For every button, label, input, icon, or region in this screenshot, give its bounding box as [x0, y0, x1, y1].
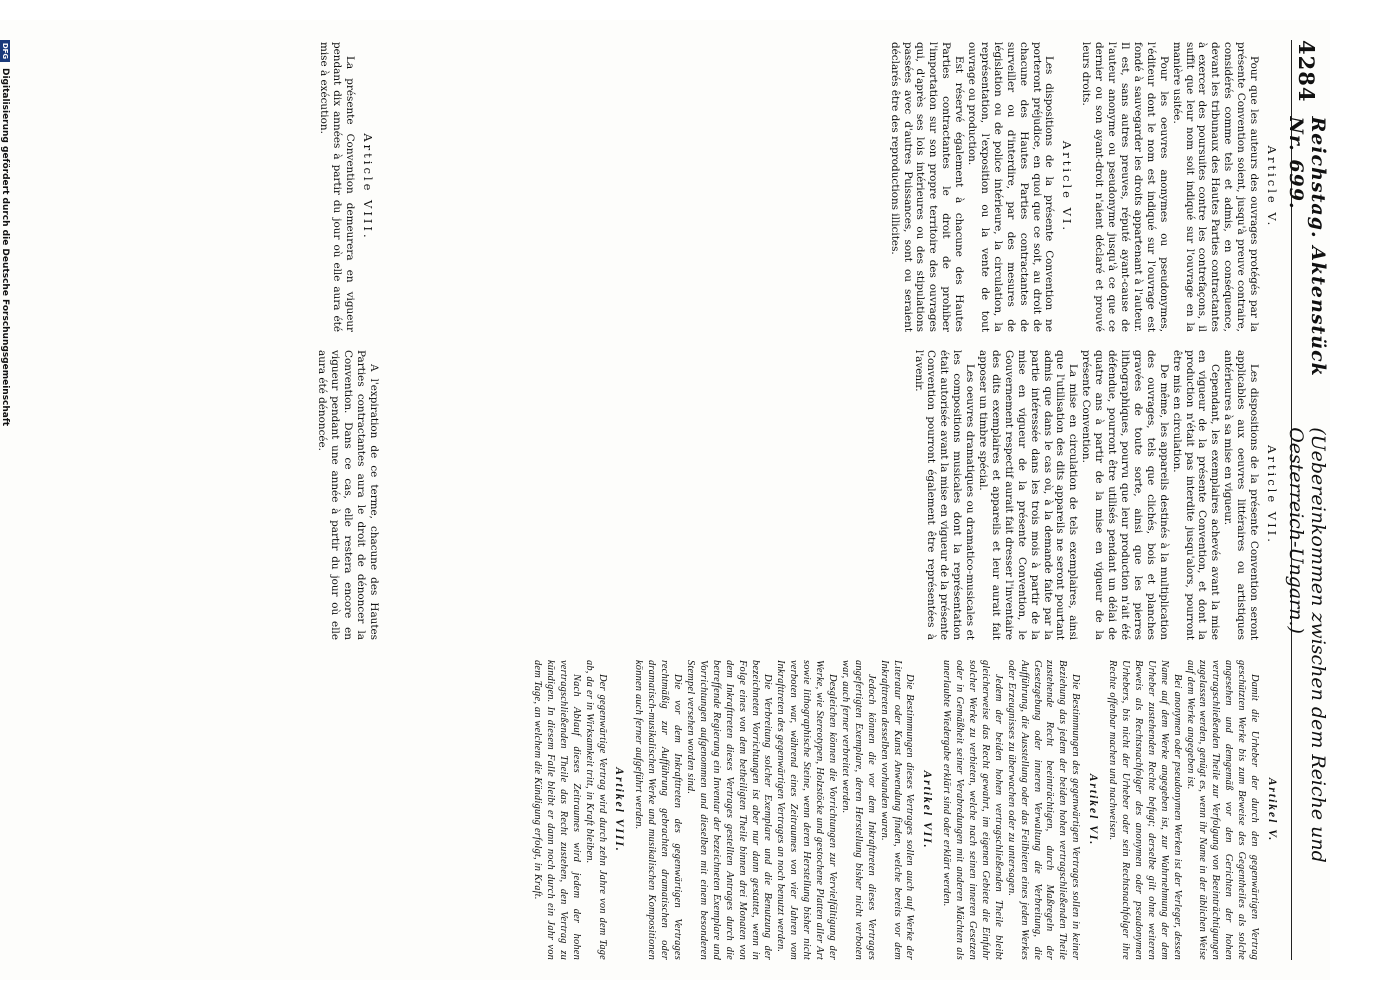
paragraph: De même, les appareils destinés à la multiplication des ouvrages, tels que clichés, bois et planches gravées de toute sorte, ainsi que les pierres lithographiques, pourvu que leur production n'ait été défendue, pourront être utilisés pendant un délai de quatre ans à partir de la mise en vigueur de la présente Convention. [1080, 350, 1170, 640]
page-number: 4284 [1294, 40, 1320, 103]
paragraph: A l'expiration de ce terme, chacune des Hautes Parties contractantes aura le droit de dénoncer la Convention. Dans ce cas, elle restera encore en vigueur pendant une année à partir du jour où elle aura été dénoncée. [316, 350, 380, 640]
paragraph: La mise en circulation de tels exemplaires, ainsi que l'utilisation des dits appareils ne seront pourtant admis que dans le cas où, à la demande faite par la partie intéressée dans les trois mois à partir de la mise en vigueur de la présente Convention, le Gouvernement respectif aurait fait dresser l'inventaire des dits exemplaires et appareils et leur aurait fait apposer un timbre spécial. [977, 350, 1080, 640]
paragraph: Desgleichen können die Vorrichtungen zur Vervielfältigung der Werke, wie Stereotypen, Holzstöcke und gestochene Platten aller Art sowie lithographische Steine, wenn deren Herstellung bisher nicht verboten war, während eines Zeitraumes von vier Jahren vom Inkrafttreten des gegenwärtigen Vertrages an noch benutzt werden. [775, 660, 838, 960]
french-column-right [394, 350, 1284, 640]
paragraph: Die Bestimmungen des gegenwärtigen Vertrages sollen in keiner Beziehung das jedem der beiden hohen vertragschließenden Theile zustehende Recht beeinträchtigen, durch Maßregeln der Gesetzgebung oder inneren Verwaltung die Verbreitung, die Aufführung, die Ausstellung oder das Feilbieten eines jeden Werkes oder Erzeugnisses zu überwachen oder zu untersagen. [1005, 660, 1082, 960]
dfg-logo: DFG [0, 40, 10, 62]
paragraph: Bei anonymen oder pseudonymen Werken ist der Verleger, dessen Name auf dem Werke angegeben ist, zur Wahrnehmung der dem Urheber zustehenden Rechte befugt; derselbe gilt ohne weiteren Beweis als Rechtsnachfolger des anonymen oder pseudonymen Urhebers, bis nicht der Urheber oder sein Rechtsnachfolger ihre Rechte offenbar machen und nachweisen. [1107, 660, 1183, 960]
paragraph: Pour les oeuvres anonymes ou pseudonymes, l'éditeur dont le nom est indiqué sur l'ouvrage est fondé à sauvegarder les droits appartenant à l'auteur. Il est, sans autres preuves, réputé ayant-cause de l'auteur anonyme ou pseudonyme jusqu'à ce que ce dernier ou son ayant-droit n'aient déclaré et prouvé leurs droits. [1080, 42, 1170, 332]
article-heading: Artikel VI. [1087, 773, 1100, 847]
paragraph: Pour que les auteurs des ouvrages protégés par la présente Convention soient, jusqu'à preuve contraire, considérés comme tels et admis, en conséquence, devant les tribunaux des Hautes Parties contractantes à exercer des poursuites contre les contrefaçons, il suffit que leur nom soit indiqué sur l'ouvrage en la manière usitée. [1170, 42, 1261, 332]
paragraph: La présente Convention demeurera en vigueur pendant dix années à partir du jour où elle aura été mise à exécution. [318, 42, 357, 332]
digitization-credit [0, 40, 10, 960]
paragraph: Cependant, les exemplaires achevés avant la mise en vigueur de la présente Convention, et dont la production n'était pas interdite jusqu'alors, pourront être mis en circulation. [1170, 350, 1222, 640]
french-article-viii [14, 42, 380, 640]
paragraph: Die Verbreitung solcher Exemplare und die Benutzung der bezeichneten Vorrichtungen ist aber nur dann gestattet, wenn in Folge eines von dem betheiligten Theile binnen drei Monaten von dem Inkrafttreten dieses Vertrages gestellten Antrages durch die betreffende Regierung ein Inventar der bezeichneten Exemplare und Vorrichtungen aufgenommen und dieselben mit einem besonderen Stempel versehen worden sind. [685, 660, 774, 960]
paragraph: Damit die Urheber der durch den gegenwärtigen Vertrag geschützten Werke bis zum Beweise des Gegentheiles als solche angesehen und demgemäß vor den Gerichten der hohen vertragschließenden Theile zur Verfolgung von Beeinträchtigungen zugelassen werden, genügt es, wenn ihr Name in der üblichen Weise auf dem Werke angegeben ist. [1184, 660, 1261, 960]
article-heading: Article VII. [1265, 445, 1279, 545]
paragraph: Est réservé également à chacune des Hautes Parties contractantes le droit de prohiber l'importation sur son propre territoire des ouvrages qui, d'après ses lois intérieures ou des stipulations passées avec d'autres Puissances, sont ou seraient déclarés être des reproductions illicites. [888, 42, 966, 332]
paragraph: Jedem der beiden hohen vertragschließenden Theile bleibt gleicherweise das Recht gewahrt, im eigenen Gebiete die Einfuhr solcher Werke zu verbieten, welche nach seinen inneren Gesetzen oder in Gemäßheit seiner Verabredungen mit anderen Mächten als unerlaubte Wiedergabe erklärt sind oder erklärt werden. [941, 660, 1004, 960]
credit-text: Digitalisierung gefördert durch die Deutsche Forschungsgemeinschaft [0, 68, 10, 427]
paragraph: Les dispositions de la présente Convention seront applicables aux oeuvres littéraires ou artistiques antérieures à sa mise en vigueur. [1222, 350, 1261, 640]
document-subtitle: (Uebereinkommen zwischen dem Reiche und Oesterreich-Ungarn.) [1285, 427, 1329, 863]
paragraph: Der gegenwärtige Vertrag wird durch zehn Jahre von dem Tage ab, da er in Wirksamkeit tritt, in Kraft bleiben. [583, 660, 608, 960]
running-head [1285, 40, 1329, 960]
article-heading: Article VI. [1060, 140, 1075, 234]
paragraph: Jedoch können die vor dem Inkrafttreten dieses Vertrages angefertigten Exemplare, deren Herstellung bisher nicht verboten war, auch ferner verbreitet werden. [839, 660, 877, 960]
article-heading: Article VIII. [361, 133, 375, 241]
document-page [0, 20, 1330, 980]
article-heading: Artikel VIII. [613, 767, 626, 853]
article-heading: Artikel V. [1266, 777, 1278, 843]
document-title: Reichstag. Aktenstück Nr. 699. [1285, 116, 1329, 377]
paragraph: Les dispositions de la présente Convention ne porteront préjudice, en quoi que ce soit, au droit de chacune des Hautes Parties contractantes de surveiller ou d'interdire, par des mesures de législation ou de police intérieure, la circulation, la représentation, l'exposition ou la vente de tout ouvrage ou production. [966, 42, 1056, 332]
german-column [14, 660, 1284, 960]
paragraph: Les oeuvres dramatiques ou dramatico-musicales et les compositions musicales dont la représentation était autorisée avant la mise en vigueur de la présente Convention pourront également être représentées à l'avenir. [912, 350, 977, 640]
article-heading: Article V. [1265, 145, 1279, 229]
paragraph: Die vor dem Inkrafttreten des gegenwärtigen Vertrages rechtmäßig zur Aufführung gebrachten dramatischen oder dramatisch-musikalischen Werke und musikalischen Kompositionen können auch ferner aufgeführt werden. [633, 660, 684, 960]
french-column-left [394, 42, 1284, 332]
paragraph: Die Bestimmungen dieses Vertrages sollen auch auf Werke der Literatur oder Kunst Anwendung finden, welche bereits vor dem Inkrafttreten desselben vorhanden waren. [878, 660, 916, 960]
article-heading: Artikel VII. [921, 770, 934, 850]
paragraph: Nach Ablauf dieses Zeitraumes wird jedem der hohen vertragschließenden Theile das Recht zustehen, den Vertrag zu kündigen. In diesem Falle bleibt er dann noch durch ein Jahr von dem Tage, an welchem die Kündigung erfolgt, in Kraft. [532, 660, 582, 960]
